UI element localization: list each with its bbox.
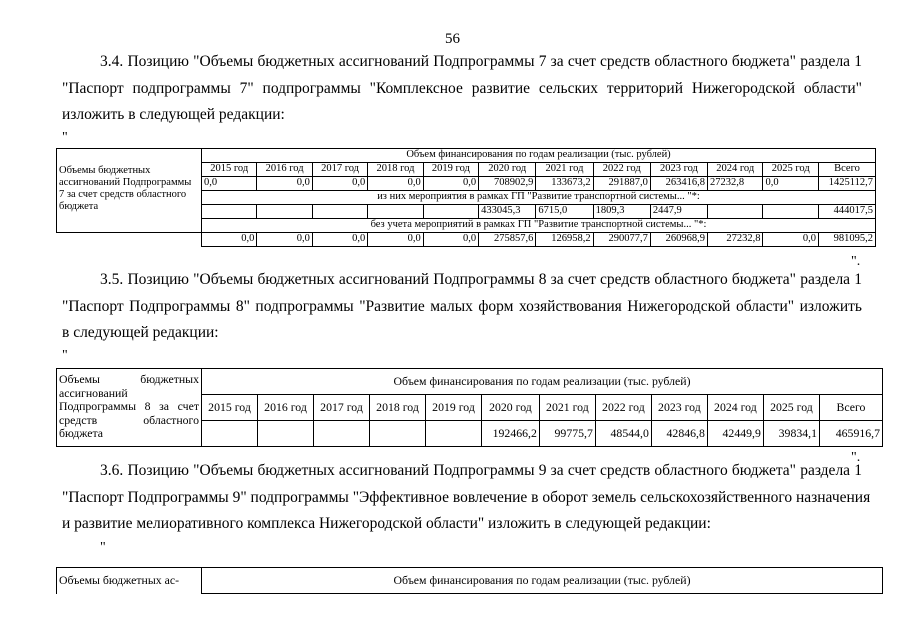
year-cell: 2016 год bbox=[258, 395, 314, 421]
year-cell: 2017 год bbox=[314, 395, 370, 421]
section-3-6-line-1: 3.6. Позицию "Объемы бюджетных ассигнований Подпрограммы 9 за счет средств областного бюджета" раздела 1 bbox=[100, 462, 862, 479]
value-cell: 708902,9 bbox=[479, 177, 536, 191]
table2-label: Объемы бюджетных ассигнований Подпрограммы 8 за счет средств областного бюджета bbox=[57, 369, 202, 447]
page-number: 56 bbox=[445, 31, 460, 47]
value-cell: 1425112,7 bbox=[819, 177, 876, 191]
value-cell bbox=[312, 205, 367, 219]
value-cell bbox=[370, 421, 426, 447]
table2-header: Объем финансирования по годам реализации (тыс. рублей) bbox=[202, 369, 883, 395]
section-3-4-line-1: 3.4. Позицию "Объемы бюджетных ассигнований Подпрограммы 7 за счет средств областного бюджета" раздела 1 bbox=[100, 53, 862, 70]
value-cell: 290077,7 bbox=[593, 233, 650, 247]
table1-header: Объем финансирования по годам реализации (тыс. рублей) bbox=[202, 149, 876, 163]
year-cell: 2021 год bbox=[539, 395, 595, 421]
value-cell bbox=[257, 205, 312, 219]
value-cell: 99775,7 bbox=[539, 421, 595, 447]
section-3-4-line-3: изложить в следующей редакции: bbox=[62, 106, 285, 123]
section-3-5-open-quote: " bbox=[62, 348, 68, 363]
year-cell: 2024 год bbox=[707, 395, 763, 421]
year-cell: 2017 год bbox=[312, 163, 367, 177]
table3-header: Объем финансирования по годам реализации (тыс. рублей) bbox=[202, 568, 883, 594]
value-cell: 0,0 bbox=[763, 233, 819, 247]
year-cell: 2022 год bbox=[595, 395, 651, 421]
value-cell bbox=[202, 205, 257, 219]
section-3-4-line-2: "Паспорт подпрограммы 7" подпрограммы "Комплексное развитие сельских территорий Нижегородской области" bbox=[62, 80, 862, 97]
year-cell: 2019 год bbox=[423, 163, 478, 177]
value-cell: 465916,7 bbox=[820, 421, 883, 447]
value-cell bbox=[423, 205, 478, 219]
table-subprogram-9 bbox=[56, 567, 883, 594]
value-cell bbox=[426, 421, 482, 447]
year-cell: 2020 год bbox=[479, 163, 536, 177]
section-3-6-line-2: "Паспорт Подпрограммы 9" подпрограммы "Эффективное вовлечение в оборот земель сельскохозяйственного назначения bbox=[62, 489, 871, 506]
value-cell: 291887,0 bbox=[593, 177, 650, 191]
value-cell: 263416,8 bbox=[650, 177, 707, 191]
value-cell bbox=[314, 421, 370, 447]
table1-label: Объемы бюджетных ассигнований Подпрограммы 7 за счет средств областного бюджета bbox=[57, 149, 202, 233]
value-cell: 0,0 bbox=[202, 177, 257, 191]
value-cell: 126958,2 bbox=[536, 233, 593, 247]
year-cell: 2015 год bbox=[202, 163, 257, 177]
year-cell: 2019 год bbox=[426, 395, 482, 421]
year-cell: 2016 год bbox=[257, 163, 312, 177]
value-cell: 0,0 bbox=[312, 233, 367, 247]
section-3-5-line-1: 3.5. Позицию "Объемы бюджетных ассигнований Подпрограммы 8 за счет средств областного бюджета" раздела 1 bbox=[100, 271, 862, 288]
table1-subheader-1: из них мероприятия в рамках ГП "Развитие транспортной системы... "*: bbox=[202, 191, 876, 205]
value-cell: 0,0 bbox=[423, 177, 478, 191]
year-cell-total: Всего bbox=[820, 395, 883, 421]
year-cell: 2020 год bbox=[482, 395, 540, 421]
table1-close-quote: ". bbox=[851, 254, 861, 269]
value-cell: 42449,9 bbox=[707, 421, 763, 447]
value-cell: 133673,2 bbox=[536, 177, 593, 191]
value-cell: 444017,5 bbox=[819, 205, 876, 219]
year-cell: 2024 год bbox=[708, 163, 763, 177]
year-cell: 2021 год bbox=[536, 163, 593, 177]
value-cell: 2447,9 bbox=[650, 205, 707, 219]
value-cell bbox=[258, 421, 314, 447]
value-cell: 0,0 bbox=[257, 177, 312, 191]
value-cell: 42846,8 bbox=[651, 421, 707, 447]
value-cell: 0,0 bbox=[257, 233, 312, 247]
value-cell: 0,0 bbox=[312, 177, 367, 191]
year-cell: 2018 год bbox=[370, 395, 426, 421]
table-subprogram-7 bbox=[56, 148, 876, 247]
table1-row-without-transport bbox=[57, 233, 876, 247]
value-cell: 48544,0 bbox=[595, 421, 651, 447]
value-cell bbox=[708, 205, 763, 219]
section-3-6-line-3: и развитие мелиоративного комплекса Нижегородской области" изложить в следующей редакции: bbox=[62, 515, 711, 532]
value-cell: 275857,6 bbox=[479, 233, 536, 247]
year-cell: 2023 год bbox=[650, 163, 707, 177]
value-cell: 27232,8 bbox=[708, 233, 763, 247]
value-cell: 0,0 bbox=[763, 177, 819, 191]
value-cell: 0,0 bbox=[202, 233, 257, 247]
year-cell: 2025 год bbox=[763, 395, 819, 421]
table-subprogram-8 bbox=[56, 368, 883, 447]
year-cell: 2025 год bbox=[763, 163, 819, 177]
value-cell: 39834,1 bbox=[763, 421, 819, 447]
table2-close-quote: ". bbox=[851, 450, 861, 465]
value-cell: 0,0 bbox=[368, 233, 423, 247]
value-cell bbox=[763, 205, 819, 219]
section-3-5-line-3: в следующей редакции: bbox=[62, 324, 219, 341]
value-cell: 0,0 bbox=[368, 177, 423, 191]
section-3-5-line-2: "Паспорт Подпрограммы 8" подпрограммы "Развитие малых форм хозяйствования Нижегородской области" изложить bbox=[62, 298, 862, 315]
value-cell: 260968,9 bbox=[650, 233, 707, 247]
value-cell: 6715,0 bbox=[536, 205, 593, 219]
value-cell: 981095,2 bbox=[819, 233, 876, 247]
year-cell: 2018 год bbox=[368, 163, 423, 177]
value-cell bbox=[202, 421, 258, 447]
table1-subheader-2: без учета мероприятий в рамках ГП "Развитие транспортной системы... "*: bbox=[202, 219, 876, 233]
year-cell-total: Всего bbox=[819, 163, 876, 177]
year-cell: 2023 год bbox=[651, 395, 707, 421]
value-cell: 192466,2 bbox=[482, 421, 540, 447]
value-cell bbox=[368, 205, 423, 219]
section-3-4-open-quote: " bbox=[62, 130, 68, 145]
table3-label: Объемы бюджетных ас- bbox=[57, 568, 202, 594]
year-cell: 2015 год bbox=[202, 395, 258, 421]
value-cell: 0,0 bbox=[423, 233, 478, 247]
value-cell: 1809,3 bbox=[593, 205, 650, 219]
section-3-6-open-quote: " bbox=[100, 540, 106, 555]
year-cell: 2022 год bbox=[593, 163, 650, 177]
value-cell: 433045,3 bbox=[479, 205, 536, 219]
value-cell: 27232,8 bbox=[708, 177, 763, 191]
